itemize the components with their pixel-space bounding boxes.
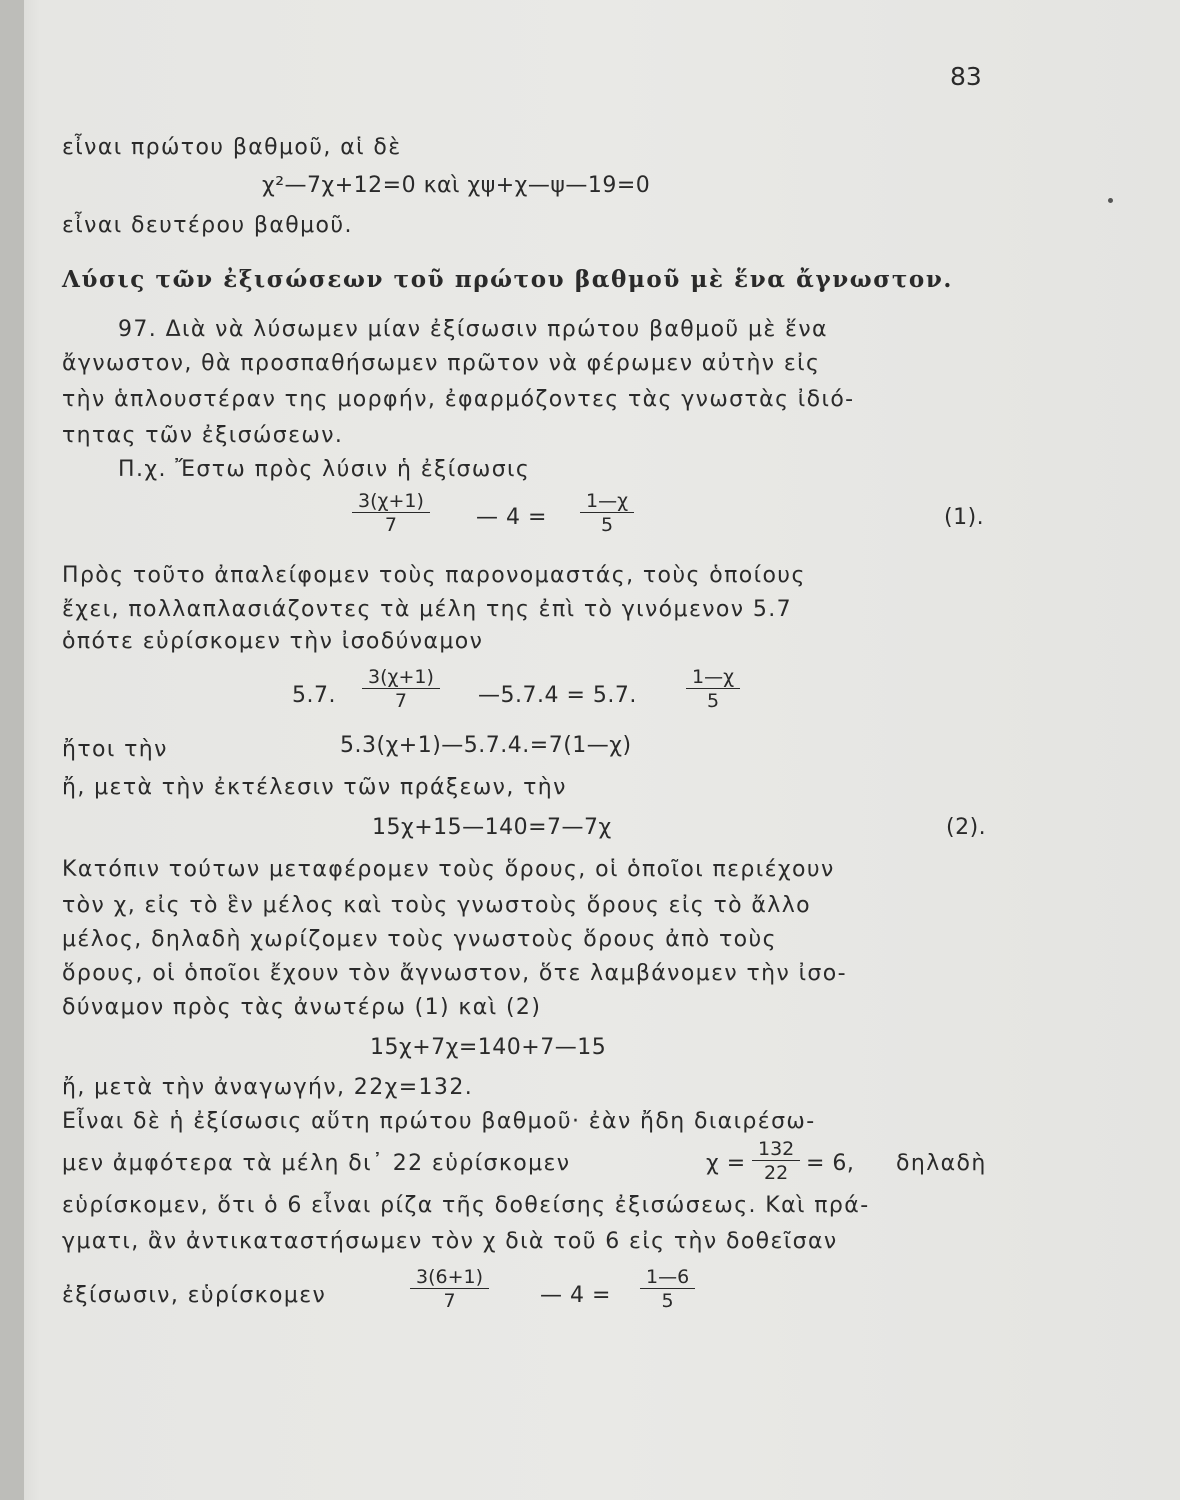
- paragraph-line: τὴν ἁπλουστέραν της μορφήν, ἐφαρμόζοντες τὰς γνωστὰς ἰδιό-: [62, 387, 855, 412]
- paragraph-line: εὑρίσκομεν, ὅτι ὁ 6 εἶναι ρίζα τῆς δοθείσης ἐξισώσεως. Καὶ πρά-: [62, 1193, 870, 1218]
- equation-line: 5.3(χ+1)—5.7.4.=7(1—χ): [340, 733, 632, 758]
- equation-term: χ =: [706, 1151, 746, 1176]
- paragraph-line: ὁπότε εὑρίσκομεν τὴν ἰσοδύναμον: [62, 629, 484, 654]
- paragraph-line: γματι, ἂν ἀντικαταστήσωμεν τὸν χ διὰ τοῦ 6 εἰς τὴν δοθεῖσαν: [62, 1229, 838, 1254]
- numerator: 3(χ+1): [362, 666, 440, 689]
- equation-operator: —5.7.4 = 5.7.: [478, 683, 637, 708]
- paragraph-line: ἐξίσωσιν, εὑρίσκομεν: [62, 1283, 327, 1308]
- equation-line: 15χ+7χ=140+7—15: [370, 1035, 607, 1060]
- denominator: 5: [706, 690, 720, 712]
- text-line: εἶναι πρώτου βαθμοῦ, αἱ δὲ: [62, 135, 402, 160]
- page-number: 83: [950, 62, 982, 91]
- paragraph-line: Κατόπιν τούτων μεταφέρομεν τοὺς ὅρους, οἱ ὁποῖοι περιέχουν: [62, 857, 835, 882]
- text-line: ἤτοι τὴν: [62, 737, 168, 762]
- denominator: 7: [443, 1290, 456, 1312]
- paragraph-line: ὅρους, οἱ ὁποῖοι ἔχουν τὸν ἄγνωστον, ὅτε λαμβάνομεν τὴν ἰσο-: [62, 961, 847, 986]
- denominator: 7: [394, 690, 407, 712]
- numerator: 1—χ: [580, 490, 634, 513]
- numerator: 1—χ: [686, 666, 740, 689]
- denominator: 22: [764, 1162, 789, 1184]
- section-heading: Λύσις τῶν ἐξισώσεων τοῦ πρώτου βαθμοῦ μὲ ἕνα ἄγνωστον.: [62, 266, 954, 293]
- binding-gutter: [0, 0, 24, 1500]
- paragraph-line: τητας τῶν ἐξισώσεων.: [62, 423, 344, 448]
- fraction: [640, 1266, 695, 1313]
- fraction: [352, 490, 430, 537]
- text-line: εἶναι δευτέρου βαθμοῦ.: [62, 213, 353, 238]
- fraction: [410, 1266, 489, 1313]
- denominator: 5: [600, 514, 614, 536]
- denominator: 5: [661, 1290, 674, 1312]
- paragraph-line: τὸν χ, εἰς τὸ ἓν μέλος καὶ τοὺς γνωστοὺς ὅρους εἰς τὸ ἄλλο: [62, 893, 811, 918]
- paragraph-line: μέλος, δηλαδὴ χωρίζομεν τοὺς γνωστοὺς ὅρους ἀπὸ τοὺς: [62, 927, 777, 952]
- fraction: [752, 1138, 800, 1185]
- paragraph-line: ἄγνωστον, θὰ προσπαθήσωμεν πρῶτον νὰ φέρωμεν αὐτὴν εἰς: [62, 351, 821, 376]
- text-line: δηλαδὴ: [896, 1151, 987, 1176]
- fraction: [686, 666, 740, 713]
- paragraph-line: ἔχει, πολλαπλασιάζοντες τὰ μέλη της ἐπὶ τὸ γινόμενον 5.7: [62, 597, 793, 622]
- equation-operator: — 4 =: [540, 1283, 611, 1308]
- paragraph-line: Π.χ. Ἔστω πρὸς λύσιν ἡ ἐξίσωσις: [118, 457, 531, 482]
- text-line: ἤ, μετὰ τὴν ἀναγωγήν, 22χ=132.: [62, 1075, 474, 1100]
- ink-dot: [1108, 198, 1113, 203]
- text-line: ἤ, μετὰ τὴν ἐκτέλεσιν τῶν πράξεων, τὴν: [62, 775, 567, 800]
- fraction: [362, 666, 440, 713]
- equation-label: (2).: [946, 815, 987, 840]
- equation-label: (1).: [944, 505, 985, 530]
- equation-operator: — 4 =: [476, 505, 547, 530]
- numerator: 3(6+1): [410, 1266, 489, 1289]
- equation-line: χ²—7χ+12=0 καὶ χψ+χ—ψ—19=0: [262, 173, 651, 198]
- paragraph-line: Εἶναι δὲ ἡ ἐξίσωσις αὕτη πρώτου βαθμοῦ· ἐὰν ἤδη διαιρέσω-: [62, 1109, 816, 1134]
- numerator: 132: [752, 1138, 800, 1161]
- equation-line: 15χ+15—140=7—7χ: [372, 815, 612, 840]
- equation-term: = 6,: [806, 1151, 855, 1176]
- paragraph-line: μεν ἀμφότερα τὰ μέλη δι᾽ 22 εὑρίσκομεν: [62, 1151, 571, 1176]
- numerator: 1—6: [640, 1266, 695, 1289]
- equation-term: 5.7.: [292, 683, 336, 708]
- numerator: 3(χ+1): [352, 490, 430, 513]
- fraction: [580, 490, 634, 537]
- paragraph-line: δύναμον πρὸς τὰς ἀνωτέρω (1) καὶ (2): [62, 995, 542, 1020]
- paragraph-line: 97. Διὰ νὰ λύσωμεν μίαν ἐξίσωσιν πρώτου βαθμοῦ μὲ ἕνα: [118, 317, 828, 342]
- paragraph-line: Πρὸς τοῦτο ἀπαλείφομεν τοὺς παρονομαστάς, τοὺς ὁποίους: [62, 563, 806, 588]
- denominator: 7: [384, 514, 397, 536]
